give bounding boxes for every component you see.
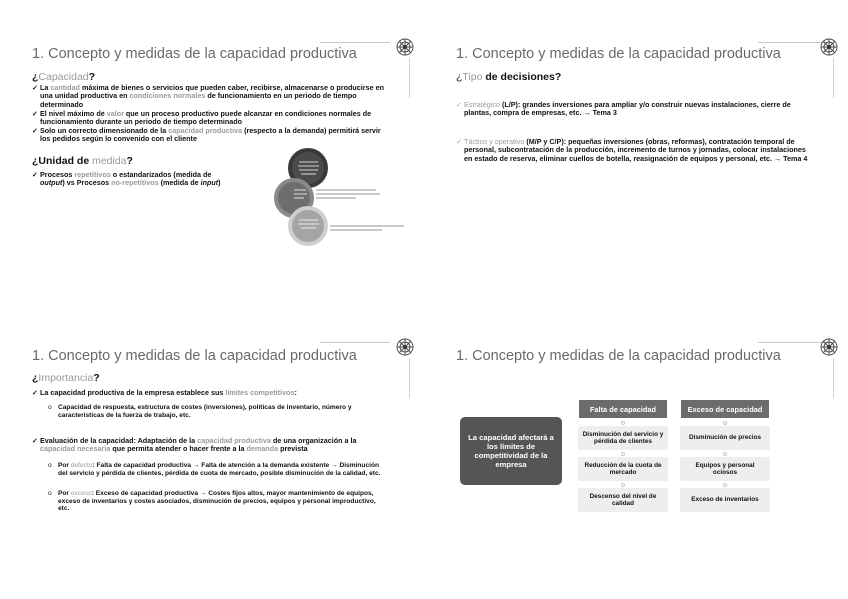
check-icon: ✓ [456,100,463,109]
cell-exceso-inventarios: Exceso de inventarios [681,489,769,511]
slide-title: 1. Concepto y medidas de la capacidad productiva [32,46,357,62]
connector-dot [621,452,625,456]
question-capacidad: ¿Capacidad? [32,71,96,83]
side-divider [409,58,410,98]
question-tipo-decisiones: ¿Tipo de decisiones? [456,71,562,83]
bullet-limites: ✓ La capacidad productiva de la empresa establece sus límites competitivos: [32,388,297,397]
connector-dot [621,421,625,425]
side-divider [409,358,410,398]
cell-disminucion-precios: Disminución de precios [681,427,769,449]
slide-3 [0,300,424,599]
check-icon: ✓ [32,83,39,92]
circle-bullet-icon: o [48,490,52,497]
title-divider [320,342,390,343]
question-unidad-medida: ¿Unidad de medida? [32,155,133,167]
ornate-seal-icon [394,36,416,58]
bullet-procesos: ✓ Procesos repetitivos o estandarizados (medida de output) vs Procesos no-repetitivos (medida de input) [32,170,221,188]
check-icon: ✓ [456,137,463,146]
title-divider [320,42,390,43]
circle-bullet-icon: o [48,404,52,411]
slide-4 [424,300,848,599]
header-exceso-capacidad: Exceso de capacidad [681,400,769,418]
bullet-definition-3: ✓ Solo un correcto dimensionado de la capacidad productiva (respecto a la demanda) permitirá servir los pedidos según lo convenido con el cliente [32,126,381,144]
slide-title: 1. Concepto y medidas de la capacidad productiva [456,348,781,364]
circle-bullet-icon: o [48,462,52,469]
cell-reduccion-cuota: Reducción de la cuota de mercado [579,458,667,480]
cell-equipos-ociosos: Equipos y personal ociosos [681,458,769,480]
header-falta-capacidad: Falta de capacidad [579,400,667,418]
connector-dot [723,483,727,487]
slide-title: 1. Concepto y medidas de la capacidad productiva [32,348,357,364]
bullet-evaluacion: ✓ Evaluación de la capacidad: Adaptación de la capacidad productiva de una organización a la capacidad necesaria que permita atender o hacer frente a la demanda prevista [32,436,357,454]
check-icon: ✓ [32,109,39,118]
question-importancia: ¿Importancia? [32,372,100,384]
subbullet-capacidad-respuesta: o Capacidad de respuesta, estructura de costes (inversiones), políticas de inventario, número y características de la fuerza de trabajo, etc. [48,404,352,419]
check-icon: ✓ [32,388,39,397]
subbullet-exceso: o Por exceso: Exceso de capacidad productiva → Costes fijos altos, mayor mantenimiento de equipos, exceso de inventarios y costes asociados, disminución de precios, equipos y personal improductivo, etc. [48,490,376,513]
slide-1 [0,0,424,299]
cycle-side-labels [316,186,406,234]
side-divider [833,58,834,98]
ornate-seal-icon [818,336,840,358]
ornate-seal-icon [818,36,840,58]
connector-dot [621,483,625,487]
cell-descenso-calidad: Descenso del nivel de calidad [579,489,667,511]
slide-2 [424,0,848,299]
connector-dot [723,421,727,425]
bullet-definition-1: ✓ La cantidad máxima de bienes o servicios que pueden caber, recibirse, almacenarse o producirse en una unidad productiva en condiciones normales de funcionamiento en un periodo de tiempo determinado [32,83,384,109]
main-statement-box: La capacidad afectará a los límites de competitividad de la empresa [460,417,562,485]
bullet-definition-2: ✓ El nivel máximo de valor que un proceso productivo puede alcanzar en condiciones normales de funcionamiento durante un periodo de tiempo determinado [32,109,372,127]
ornate-seal-icon [394,336,416,358]
item-estrategico: ✓ Estratégico (L/P): grandes inversiones para ampliar y/o construir nuevas instalaciones, cierre de plantas, compra de empresas, etc. → Tema 3 [456,100,791,118]
side-divider [833,358,834,398]
connector-dot [723,452,727,456]
slide-title: 1. Concepto y medidas de la capacidad productiva [456,46,781,62]
cell-disminucion-servicio: Disminución del servicio y pérdida de clientes [579,427,667,449]
check-icon: ✓ [32,170,39,179]
check-icon: ✓ [32,126,39,135]
check-icon: ✓ [32,436,39,445]
item-tactico-operativo: ✓ Táctico y operativo (M/P y C/P): pequeñas inversiones (obras, reformas), contratación temporal de personal, subcontratación de la producción, incremento de turnos y jornadas, colocar instalaciones en estado de reserva, eliminar cuellos de botella, reasignación de equipos y personal, etc. → Tema 4 [456,137,808,163]
subbullet-defecto: o Por defecto: Falta de capacidad productiva → Falta de atención a la demanda existente → Disminución del servicio y pérdida de clientes, pérdida de cuota de mercado, posible disminución de la calidad, etc. [48,462,381,477]
